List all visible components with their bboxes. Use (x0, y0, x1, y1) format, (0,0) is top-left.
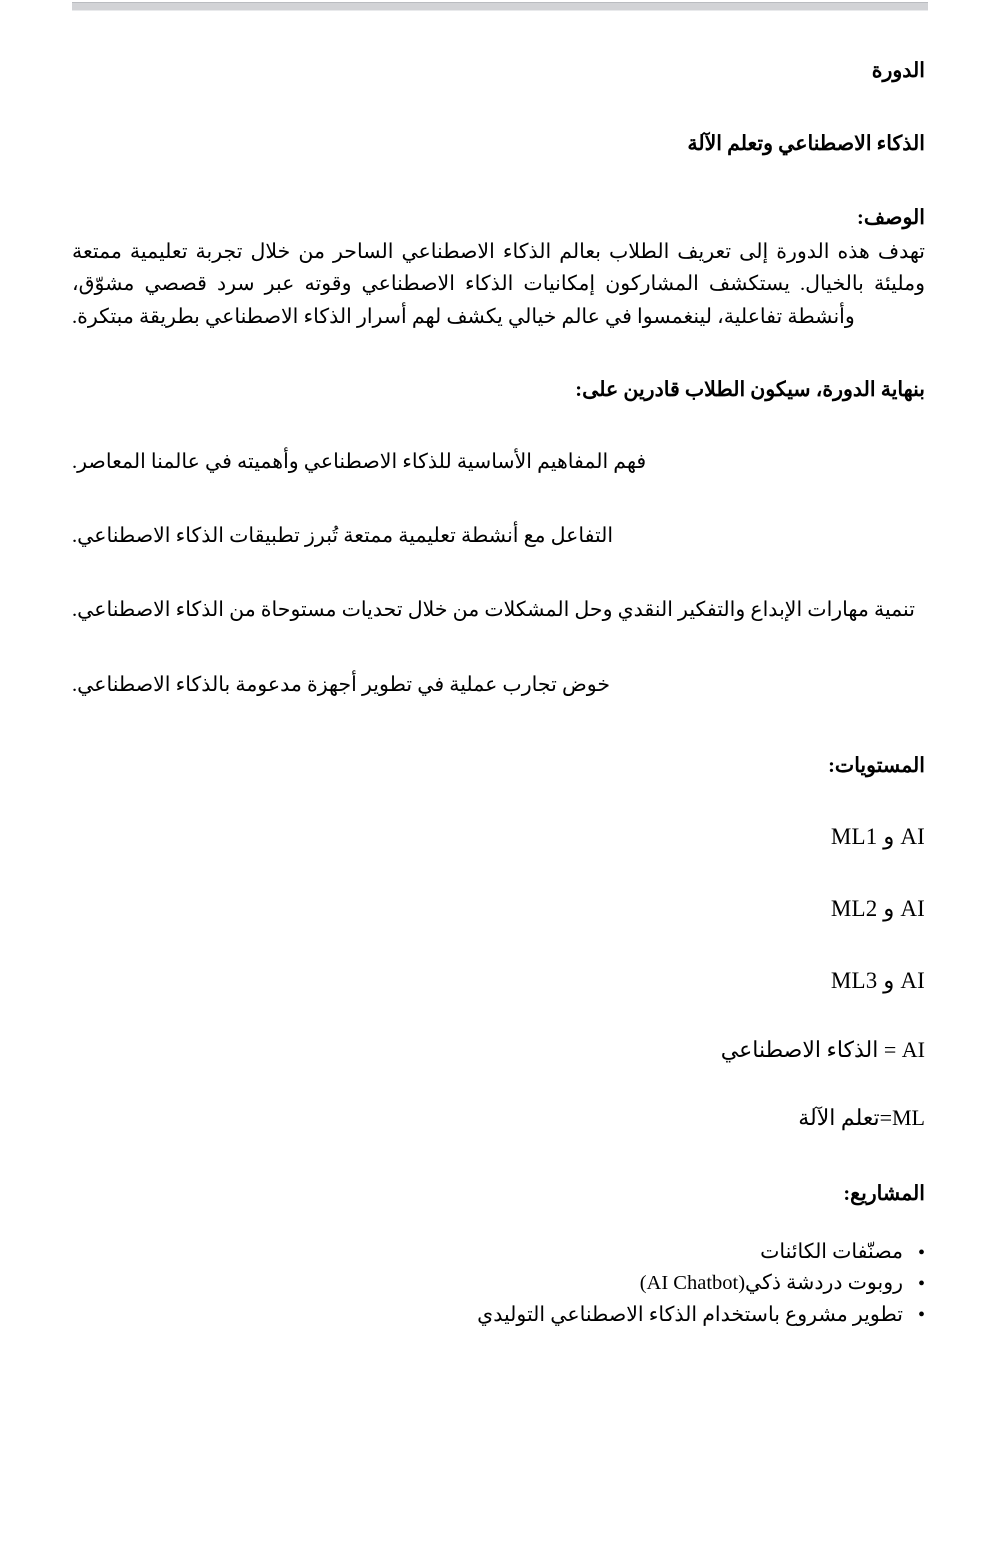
list-item (72, 1237, 925, 1268)
list-item (72, 1268, 925, 1299)
description-text: تهدف هذه الدورة إلى تعريف الطلاب بعالم الذكاء الاصطناعي الساحر من خلال تجربة تعليمية ممتعة ومليئة بالخيال. يستكشف المشاركون إمكانيات الذكاء الاصطناعي وقوته عبر سرد قصصي مشوّق، وأنشطة تفاعلية، لينغمسوا في عالم خيالي يكشف لهم أسرار الذكاء الاصطناعي بطريقة مبتكرة. (72, 240, 925, 328)
course-label: الدورة (871, 60, 925, 82)
project-item-label: روبوت دردشة ذكي(AI Chatbot) (639, 1272, 903, 1295)
outcome-item-4: خوض تجارب عملية في تطوير أجهزة مدعومة بالذكاء الاصطناعي. (72, 673, 610, 696)
legend-ai: AI = الذكاء الاصطناعي (720, 1036, 925, 1062)
outcome-item-2: التفاعل مع أنشطة تعليمية ممتعة تُبرز تطبيقات الذكاء الاصطناعي. (72, 525, 614, 548)
outcomes-label: بنهاية الدورة، سيكون الطلاب قادرين على: (575, 379, 925, 402)
level-item-1: AI و ML1 (830, 823, 925, 849)
outcome-item-1: فهم المفاهيم الأساسية للذكاء الاصطناعي وأهميته في عالمنا المعاصر. (72, 450, 647, 473)
course-title: الذكاء الاصطناعي وتعلم الآلة (687, 132, 925, 155)
project-item-label: تطوير مشروع باستخدام الذكاء الاصطناعي التوليدي (477, 1303, 903, 1326)
outcome-item-3: تنمية مهارات الإبداع والتفكير النقدي وحل المشكلات من خلال تحديات مستوحاة من الذكاء الاصطناعي. (72, 599, 915, 622)
level-item-2: AI و ML2 (830, 895, 925, 921)
projects-label: المشاريع: (843, 1182, 925, 1205)
bullet-icon: • (917, 1304, 925, 1327)
project-item-label: مصنّفات الكائنات (760, 1241, 903, 1264)
bullet-icon: • (917, 1272, 925, 1295)
projects-list (72, 1237, 925, 1330)
description-label: الوصف: (857, 207, 925, 230)
levels-label: المستويات: (828, 755, 925, 778)
level-item-3: AI و ML3 (830, 967, 925, 993)
bullet-icon: • (917, 1241, 925, 1264)
list-item (72, 1300, 925, 1331)
legend-ml: ML=تعلم الآلة (798, 1105, 925, 1131)
